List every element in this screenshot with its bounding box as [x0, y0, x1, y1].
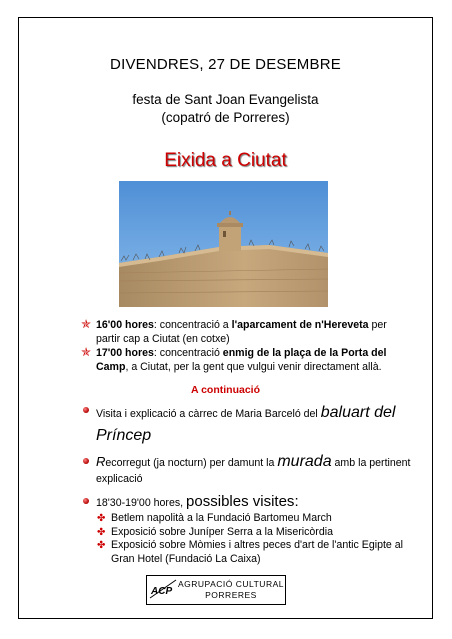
visit-option — [81, 526, 411, 540]
schedule — [81, 319, 399, 375]
visits-highlight: possibles visites — [186, 493, 295, 510]
schedule-time: 16'00 hores — [96, 319, 154, 331]
walk-suffix: amb la pertinent explicació — [96, 457, 411, 485]
walk-highlight: murada — [277, 453, 332, 470]
schedule-place: enmig de la plaça de la Porta del Camp — [96, 347, 387, 373]
schedule-item — [81, 319, 399, 346]
logo-line1: AGRUPACIÓ CULTURAL — [178, 579, 284, 589]
schedule-place: l'aparcament de n'Hereveta — [231, 319, 369, 331]
visit-option-text: Betlem napolità a la Fundació Bartomeu March — [111, 512, 332, 524]
logo-line2: PORRERES — [205, 590, 257, 600]
red-dot-bullet-icon — [83, 458, 89, 464]
schedule-text: , a Ciutat, per la gent que vulgui venir directament allà. — [125, 360, 382, 373]
logo-mark-text: ACP — [151, 586, 173, 597]
schedule-text: per partir cap a Ciutat (en cotxe) — [96, 319, 387, 345]
visits-colon: : — [294, 493, 299, 510]
festivity-text — [19, 91, 432, 127]
walk-initial: R — [96, 454, 106, 469]
list-item — [81, 402, 411, 448]
activity-list — [81, 402, 411, 566]
visit-highlight: baluart del Príncep — [96, 404, 396, 444]
red-dot-bullet-icon — [83, 407, 89, 413]
red-dot-bullet-icon — [83, 498, 89, 504]
list-item — [81, 454, 411, 487]
star-bullet-icon: ✯ — [81, 317, 92, 331]
schedule-item — [81, 347, 399, 374]
festivity-line2: (copatró de Porreres) — [161, 110, 290, 125]
flower-bullet-icon: ✤ — [97, 526, 106, 538]
flower-bullet-icon: ✤ — [97, 540, 106, 551]
list-item — [81, 494, 411, 511]
continuation-heading: A continuació — [190, 384, 261, 396]
visits-text: 18'30-19'00 hores, — [96, 497, 187, 509]
visit-option-text: Exposició sobre Juníper Serra a la Misericòrdia — [111, 525, 333, 538]
bastion-photo — [119, 181, 328, 307]
visit-option-text: Exposició sobre Mòmies i altres peces d'art de l'antic Egipte al Gran Hotel (Fundació La Caixa) — [111, 539, 403, 565]
acp-logo — [146, 575, 286, 605]
logo-text — [177, 579, 285, 601]
walk-text: ecorregut (ja nocturn) per damunt la — [105, 457, 278, 469]
flower-bullet-icon: ✤ — [97, 513, 106, 524]
schedule-text: : concentració a — [153, 319, 232, 331]
flyer-page — [18, 17, 433, 619]
visit-option — [81, 512, 411, 526]
visit-option — [81, 539, 411, 566]
visit-text: Visita i explicació a càrrec de Maria Barceló del — [96, 408, 321, 420]
bastion-illustration — [119, 181, 328, 307]
festivity-line1: festa de Sant Joan Evangelista — [132, 92, 319, 107]
acp-logo-mark-icon — [148, 576, 178, 603]
event-date: DIVENDRES, 27 DE DESEMBRE — [110, 56, 341, 73]
schedule-time: 17'00 hores — [96, 347, 154, 359]
event-title: Eixida a Ciutat — [164, 150, 287, 171]
schedule-text: : concentració — [153, 347, 223, 359]
star-bullet-icon: ✯ — [81, 345, 92, 359]
